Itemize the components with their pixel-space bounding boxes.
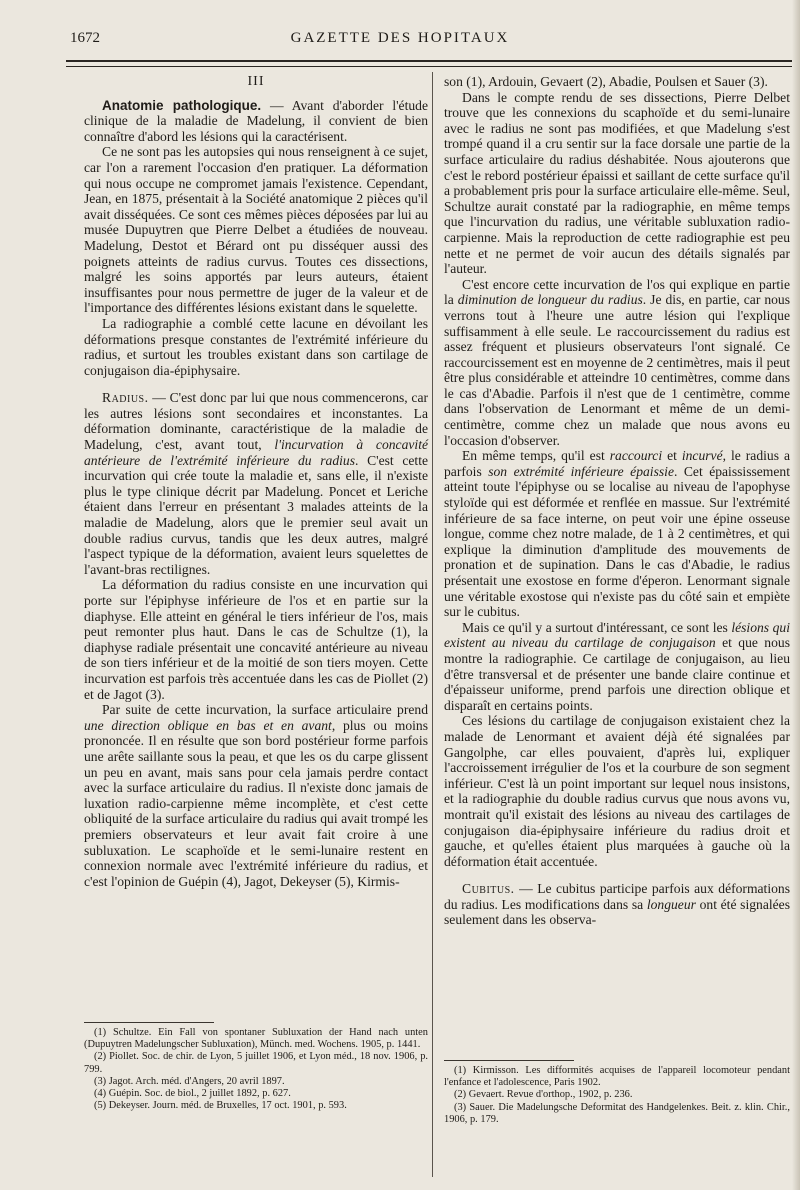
footnote: (3) Sauer. Die Madelungsche Deformitat des Handgelenkes. Beit. z. klin. Chir., 1906, p. 179. (444, 1101, 790, 1125)
paragraph: Mais ce qu'il y a surtout d'intéressant, ce sont les lésions qui existent au niveau du cartilage de conjugaison et que nous montre la radiographie. Ce cartilage de conjugaison, au lieu d'être transversal et de présenter une bande claire continue et d'épaisseur uniforme, prend parfois une direction oblique et disparaît en certains points. (444, 619, 790, 713)
right-column (444, 74, 790, 928)
section-number: III (247, 74, 265, 89)
header-rule (66, 60, 794, 67)
left-column (84, 74, 428, 889)
paragraph: En même temps, qu'il est raccourci et incurvé, le radius a parfois son extrémité inférieure épaissie. Cet épaississement atteint toute l'épiphyse ou se localise au niveau de l'apophyse styloïde qui est déformée et renflée en massue. Sur l'extrémité inférieure de sa face interne, on peut voir une épine osseuse longue, comme chez notre malade, de 1 à 2 centimètres, et qui explique la diminution d'amplitude des mouvements de pronation et de supination. Dans le cas d'Abadie, le radius présentait une exostose en forme d'éperon. Lenormant signale une véritable exostose qui n'existe pas du côté sain et empiète sur le cubitus. (444, 448, 791, 620)
subsection-label: Cubitus. (462, 881, 515, 897)
page-edge (792, 0, 800, 1190)
paragraph: La radiographie a comblé cette lacune en dévoilant les déformations presque constantes de l'extrémité inférieure du radius, et surtout les troubles existant dans son cartilage de conjugaison dia-épiphysaire. (84, 315, 428, 378)
page-header (0, 28, 800, 52)
paragraph: C'est encore cette incurvation de l'os qui explique en partie la diminution de longueur du radius. Je dis, en partie, car nous verrons tout à l'heure une autre lésion qui l'explique suffisamment à elle seule. Le raccourcissement du radius est assez fréquent et plusieurs observateurs l'ont signalé. Ce raccourcissement est en moyenne de 2 centimètres, mais il peut être plus considérable et atteindre 10 centimètres, comme dans le cas d'Abadie. Parfois il n'est que de 1 centimètre, comme dans l'observation de Lenormant et même de un demi-centimètre, comme chez un malade que nous avons eu l'occasion d'observer. (444, 276, 790, 448)
paragraph: Cubitus. — Le cubitus participe parfois aux déformations du radius. Les modifications dans sa longueur ont été signalées seulement dans les observa- (444, 881, 790, 928)
footnote: (1) Schultze. Ein Fall von spontaner Subluxation der Hand nach unten (Dupuytren Madelungscher Subluxation), Münch. med. Wochens. 1905, p. 1441. (84, 1027, 428, 1051)
paragraph: Anatomie pathologique. — Avant d'aborder l'étude clinique de la maladie de Madelung, il convient de bien connaître d'abord les lésions qui la caractérisent. (84, 97, 428, 144)
paragraph: Radius. — C'est donc par lui que nous commencerons, car les autres lésions sont secondaires et inconstantes. La déformation dominante, caractéristique de la maladie de Madelung, c'est, avant tout, l'incurvation à concavité antérieure de l'extrémité inférieure du radius. C'est cette incurvation qui crée toute la maladie et, sans elle, il n'existe plus le type clinique décrit par Madelung. Poncet et Leriche étaient dans l'erreur en présentant 3 malades atteints de la maladie de Madelung, alors que le premier seul avait un double radius curvus, tandis que les deux autres, malgré l'aspect typique de la déformation, avaient leurs squelettes de l'avant-bras rectilignes. (84, 390, 429, 577)
page-number: 1672 (70, 30, 100, 46)
footnotes-right (444, 1060, 790, 1126)
column-divider (432, 72, 433, 1177)
paragraph: Ce ne sont pas les autopsies qui nous renseignent à ce sujet, car l'on a rarement l'occasion d'en pratiquer. La déformation qui nous occupe ne compromet jamais l'existence. Cependant, Jean, en 1875, présentait à la Société anatomique 2 pièces qu'il avait disséquées. Ce sont ces mêmes pièces déposées par lui au musée Dupuytren que Pierre Delbet a étudiées de nouveau. Madelung, Destot et Bérard ont pu disséquer aussi des poignets atteints de radius curvus. Toutes ces dissections, malgré les soins apportés par leurs auteurs, étaient insuffisantes pour nous permettre de juger de la valeur et de l'importance des différentes lésions existant dans le squelette. (84, 144, 428, 316)
footnote: (2) Piollet. Soc. de chir. de Lyon, 5 juillet 1906, et Lyon méd., 18 nov. 1906, p. 799. (84, 1051, 428, 1075)
paragraph: son (1), Ardouin, Gevaert (2), Abadie, Poulsen et Sauer (3). (444, 74, 768, 89)
footnote: (5) Dekeyser. Journ. méd. de Bruxelles, 17 oct. 1901, p. 593. (94, 1100, 347, 1112)
paragraph: Ces lésions du cartilage de conjugaison existaient chez la malade de Lenormant et avaient déjà été signalées par Gangolphe, car elles pouvaient, d'après lui, expliquer l'accroissement irrégulier de l'os et la courbure de son segment inférieur. C'est là un point important sur lequel nous insistons, et la radiographie du double radius curvus que nous avons vu, montrait qu'il existait des lésions au niveau des cartilages de conjugaison dia-épiphysaire inférieure du radius droit et gauche, et qu'elles étaient plus marquées à gauche où la déformation était accentuée. (444, 713, 790, 869)
section-heading: Anatomie pathologique. (102, 97, 262, 113)
footnotes-left (84, 1022, 428, 1112)
footnote: (1) Kirmisson. Les difformités acquises de l'appareil locomoteur pendant l'enfance et l'adolescence, Paris 1902. (444, 1065, 790, 1089)
paragraph: Par suite de cette incurvation, la surface articulaire prend une direction oblique en bas et en avant, plus ou moins prononcée. Il en résulte que son bord postérieur forme parfois une arête saillante sous la peau, et que les os du carpe glissent un peu en avant, mais sans pour cela jamais perdre contact avec la surface articulaire du radius. Il n'existe donc jamais de luxation radio-carpienne même incomplète, et c'est cette obliquité de la surface articulaire du radius qui avait trompé les premiers observateurs et leur avait fait croire à une subluxation. Le scaphoïde et le semi-lunaire restent en connexion normale avec l'extrémité inférieure du radius, et c'est l'opinion de Guépin (4), Jagot, Dekeyser (5), Kirmis- (84, 702, 428, 889)
footnote: (3) Jagot. Arch. méd. d'Angers, 20 avril 1897. (94, 1075, 285, 1087)
journal-title: GAZETTE DES HOPITAUX (290, 30, 510, 46)
subsection-label: Radius. (102, 390, 149, 406)
footnote-rule (444, 1060, 574, 1061)
footnote: (4) Guépin. Soc. de biol., 2 juillet 1892, p. 627. (94, 1088, 291, 1100)
footnote: (2) Gevaert. Revue d'orthop., 1902, p. 236. (454, 1089, 633, 1101)
paragraph: La déformation du radius consiste en une incurvation qui porte sur l'épiphyse inférieure de l'os et en partie sur la diaphyse. Elle atteint en général le tiers inférieur de l'os, mais peut remonter plus haut. Dans le cas de Schultze (1), la diaphyse radiale présentait une concavité antérieure au niveau de son tiers inférieur et de la moitié de son tiers moyen. Cette incurvation est parfois très accentuée dans les cas de Piollet (2) et de Jagot (3). (84, 577, 428, 702)
footnote-rule (84, 1022, 214, 1023)
paragraph: Dans le compte rendu de ses dissections, Pierre Delbet trouve que les connexions du scaphoïde et du semi-lunaire avec le radius ne sont pas modifiées, et que Madelung s'est trompé quand il a cru sentir sur la face dorsale une partie de la surface articulaire du radius déshabitée. Nous ajouterons que c'est le rebord postérieur épaissi et saillant de cette surface qu'il a probablement pris pour la surface articulaire elle-même. Seul, Schultze aurait constaté par la radiographie, en même temps que l'incurvation du radius, une véritable subluxation radio-carpienne. Mais la reproduction de cette radiographie est peu nette et ne permet de voir aucun des détails signalés par l'auteur. (444, 89, 790, 277)
